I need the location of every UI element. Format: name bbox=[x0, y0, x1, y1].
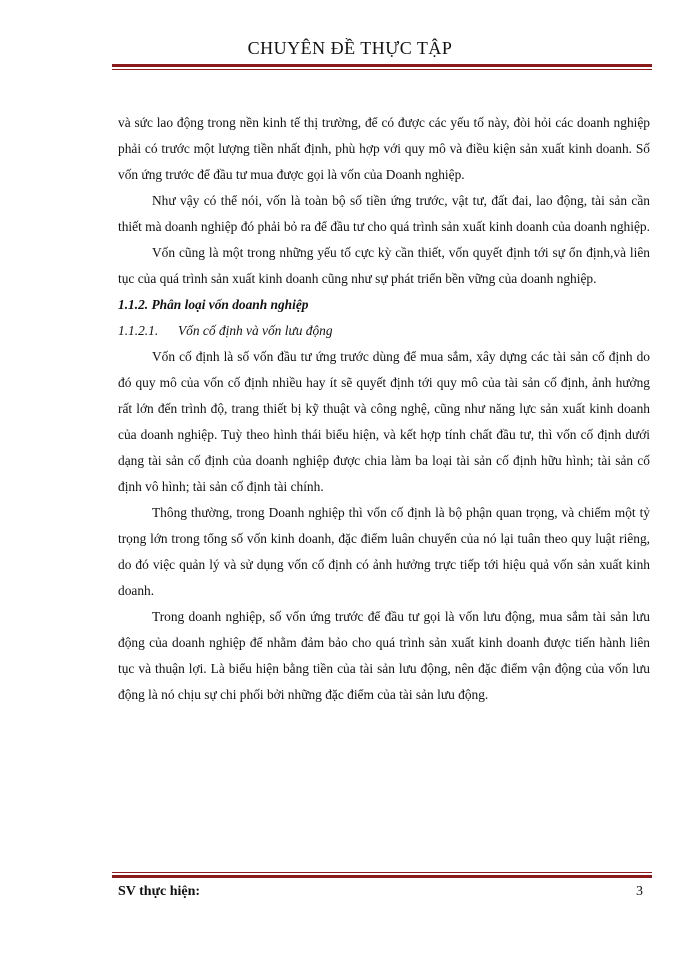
page-number: 3 bbox=[636, 884, 643, 899]
paragraph-4: Vốn cố định là số vốn đầu tư ứng trước dùng để mua sắm, xây dựng các tài sản cố định do đó quy mô của vốn cố định nhiều hay ít sẽ quyết định tới quy mô của tài sản cố định, ảnh hưởng rất lớn đến trình độ, trang thiết bị kỹ thuật và công nghệ, cũng như năng lực sản xuất kinh doanh của doanh nghiệp. Tuỳ theo hình thái biểu hiện, và kết hợp tính chất đầu tư, thì vốn cố định dưới dạng tài sản cố định của doanh nghiệp được chia làm ba loại tài sản cố định hữu hình; tài sản cố định vô hình; tài sản cố định tài chính. bbox=[118, 349, 650, 494]
subsection-number: 1.1.2.1. bbox=[118, 323, 159, 338]
header-rule-thin bbox=[112, 69, 652, 70]
section-heading-1-1-2: 1.1.2. Phân loại vốn doanh nghiệp bbox=[118, 297, 309, 312]
footer-author-label: SV thực hiện: bbox=[118, 884, 201, 899]
page-body bbox=[118, 110, 650, 708]
paragraph-3: Vốn cũng là một trong những yếu tố cực kỳ cần thiết, vốn quyết định tới sự ổn định,và liên tục của quá trình sản xuất kinh doanh cũng như sự phát triển bền vững của doanh nghiệp. bbox=[118, 245, 650, 286]
paragraph-2: Như vậy có thể nói, vốn là toàn bộ số tiền ứng trước, vật tư, đất đai, lao động, tài sản cần thiết mà doanh nghiệp đó phải bỏ ra để đầu tư cho quá trình sản xuất kinh doanh của doanh nghiệp. bbox=[118, 193, 650, 234]
subsection-heading-1-1-2-1 bbox=[118, 318, 650, 344]
subsection-title: Vốn cố định và vốn lưu động bbox=[178, 323, 333, 338]
paragraph-5: Thông thường, trong Doanh nghiệp thì vốn cố định là bộ phận quan trọng, và chiếm một tỷ trọng lớn trong tổng số vốn kinh doanh, đặc điểm luân chuyển của nó lại tuân theo quy luật riêng, do đó việc quản lý và sử dụng vốn cố định có ảnh hưởng trực tiếp tới hiệu quả vốn sản xuất kinh doanh. bbox=[118, 505, 650, 598]
footer-rule-thick bbox=[112, 875, 652, 878]
paragraph-6: Trong doanh nghiệp, số vốn ứng trước để đầu tư gọi là vốn lưu động, mua sắm tài sản lưu động của doanh nghiệp để nhằm đảm bảo cho quá trình sản xuất kinh doanh được tiến hành liên tục và thuận lợi. Là biểu hiện bằng tiền của tài sản lưu động, nên đặc điểm vận động của vốn lưu động là nó chịu sự chi phối bởi những đặc điểm của tài sản lưu động. bbox=[118, 609, 650, 702]
header-rule-thick bbox=[112, 64, 652, 67]
header-title: CHUYÊN ĐỀ THỰC TẬP bbox=[247, 38, 453, 58]
paragraph-1: và sức lao động trong nền kinh tế thị trường, để có được các yếu tố này, đòi hỏi các doanh nghiệp phải có trước một lượng tiền nhất định, phù hợp với quy mô và điều kiện sản xuất kinh doanh. Số vốn ứng trước để đầu tư mua được gọi là vốn của Doanh nghiệp. bbox=[118, 115, 650, 182]
footer-rule-thin bbox=[112, 872, 652, 873]
